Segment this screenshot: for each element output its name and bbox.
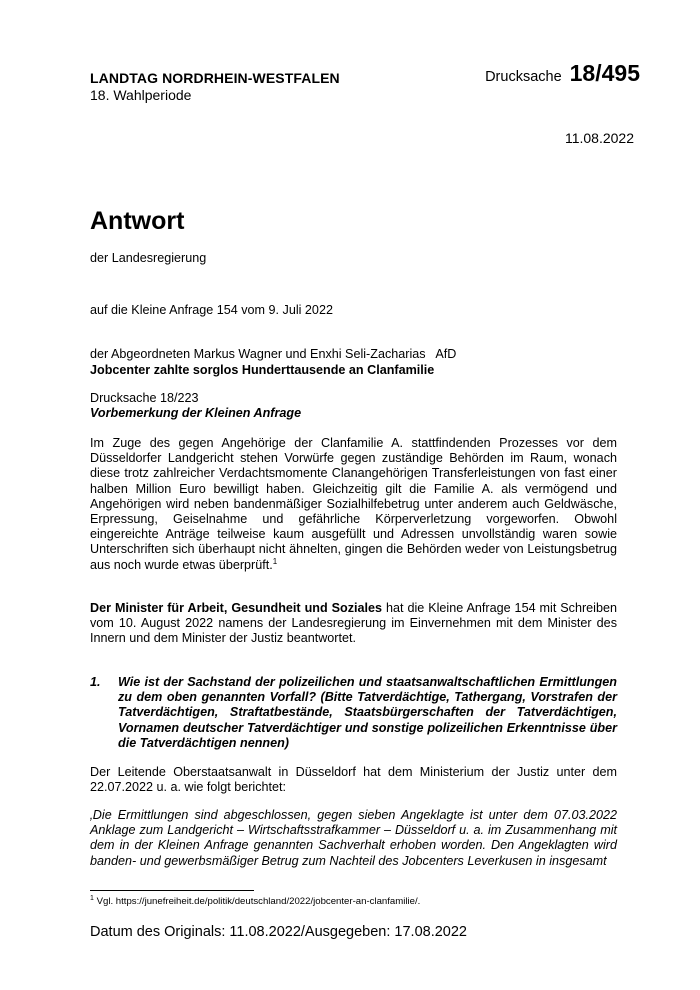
intro-line-2: auf die Kleine Anfrage 154 vom 9. Juli 2022 [90,303,333,318]
footnote-divider [90,890,254,891]
drucksache-label: Drucksache [485,69,562,85]
page-title: Antwort [90,207,185,235]
footnote-text: Vgl. https://junefreiheit.de/politik/deutschland/2022/jobcenter-an-clanfamilie/. [96,896,421,907]
footnote [90,896,420,907]
answer-intro: Der Leitende Oberstaatsanwalt in Düsseldorf hat dem Ministerium der Justiz unter dem 22.07.2022 u. a. wie folgt berichtet: [90,765,617,795]
document-date: 11.08.2022 [564,130,634,146]
minister-paragraph [90,601,617,647]
subject-heading: Jobcenter zahlte sorglos Hunderttausende an Clanfamilie [90,363,435,377]
intro-block [90,274,456,420]
footnote-number: 1 [90,894,94,902]
preliminary-text: Im Zuge des gegen Angehörige der Clanfamilie A. stattfindenden Prozesses vor dem Düsseldorfer Landgericht stehen Vorwürfe gegen zuständige Behörden im Raum, wonach diese trotz zahlreicher Verdachtsmomente Clanangehörigen Transferleistungen von fast einer halben Million Euro bewilligt haben. Gleichzeitig gilt die Familie A. als vermögend und Angehörigen wird neben bandenmäßiger Sozialhilfebetrug unter anderem auch Geldwäsche, Erpressung, Geiselnahme und gefährliche Körperverletzung vorgeworfen. Obwohl eingereichte Anträge teilweise kaum ausgefüllt und Adressen unvollständig waren sowie Unterschriften sich überhaupt nicht ähnelten, gingen die Behörden weder von Leistungsbetrug aus noch wurde etwas überprüft. [90,436,617,572]
preliminary-text-block [90,436,617,573]
footnote-marker: 1 [272,556,278,566]
intro-line-3: der Abgeordneten Markus Wagner und Enxhi Seli-Zacharias AfD [90,346,457,361]
minister-name: Der Minister für Arbeit, Gesundheit und Soziales [90,601,383,615]
intro-line-4: Drucksache 18/223 [90,390,199,405]
minister-text: hat die Kleine Anfrage 154 mit Schreiben vom 10. August 2022 namens der Landesregierung im Einvernehmen mit dem Minister des Innern und dem Minister der Justiz beantwortet. [90,601,617,646]
question-text: Wie ist der Sachstand der polizeilichen und staatsanwaltschaftlichen Ermittlungen zu dem oben genannten Vorfall? (Bitte Tatverdächtige, Tathergang, Vorstrafen der Tatverdächtigen, Straftatbestände, Staatsbürgerschaften der Tatverdächtigen, Vornamen deutscher Tatverdächtiger und sonstige polizeilichen Erkenntnisse über die Tatverdächtigen nennen) [118,675,617,750]
legislative-period: 18. Wahlperiode [90,87,192,103]
drucksache-block [485,60,640,87]
parliament-name: LANDTAG NORDRHEIN-WESTFALEN [90,70,340,86]
question-number: 1. [90,675,101,689]
preliminary-heading: Vorbemerkung der Kleinen Anfrage [90,406,302,420]
document-footer: Datum des Originals: 11.08.2022/Ausgegeben: 17.08.2022 [90,924,467,940]
answer-quote: ‚Die Ermittlungen sind abgeschlossen, gegen sieben Angeklagte ist unter dem 07.03.2022 Anklage zum Landgericht – Wirtschaftsstrafkammer – Düsseldorf u. a. im Zusammenhang mit dem in der Kleinen Anfrage genannten Sachverhalt erhoben worden. Den Angeklagten wird banden- und gewerbsmäßiger Betrug zum Nachteil des Jobcenters Leverkusen in insgesamt [90,808,617,868]
drucksache-number: 18/495 [569,60,640,86]
intro-line-1: der Landesregierung [90,251,207,265]
